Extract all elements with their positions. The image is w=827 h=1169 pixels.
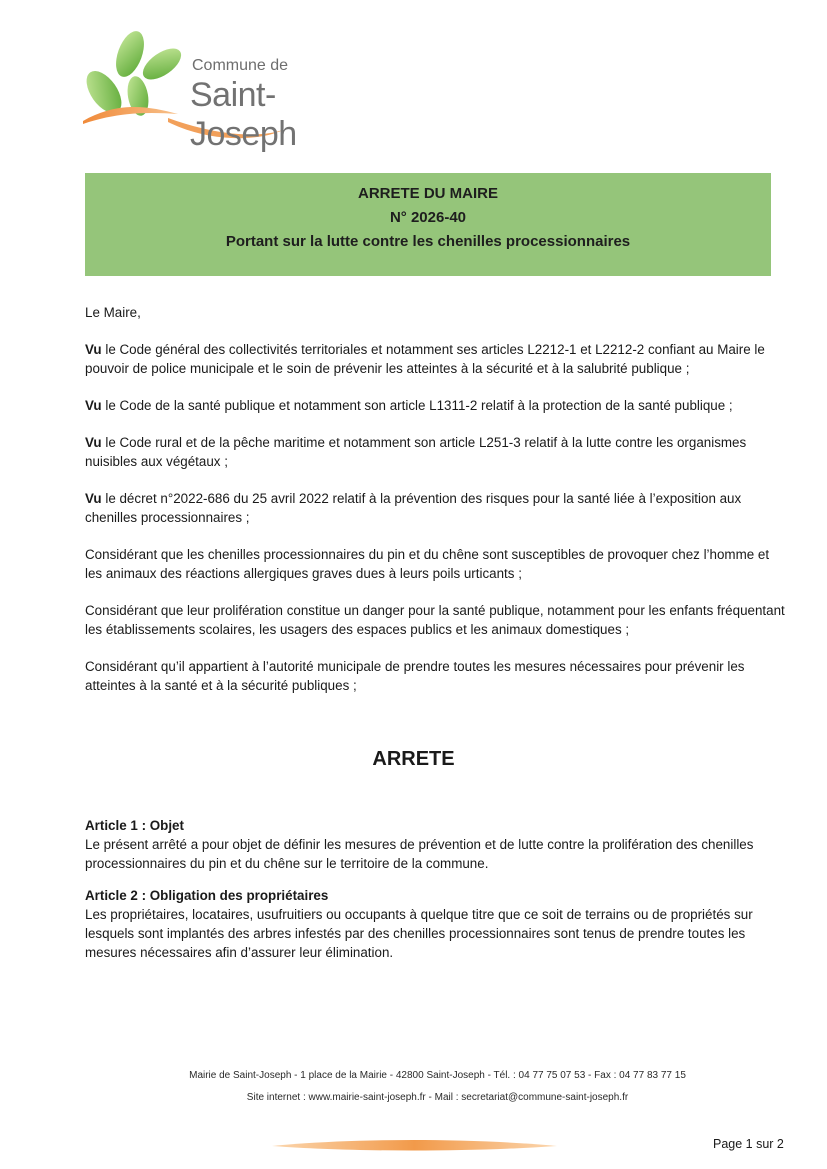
article-block [85, 816, 785, 873]
considerant-paragraph: Considérant qu’il appartient à l’autorité municipale de prendre toutes les mesures nécessaires pour prévenir les atteintes à la santé et à la sécurité publiques ; [85, 659, 745, 693]
decree-header [85, 173, 771, 276]
arrete-heading: ARRETE [372, 748, 455, 770]
article-block [85, 886, 785, 962]
vu-paragraph [85, 433, 785, 471]
considerant-paragraph: Considérant que leur prolifération constitue un danger pour la santé publique, notamment pour les enfants fréquentant les établissements scolaires, les usagers des espaces publics et les animaux domestiques ; [85, 603, 785, 637]
footer-address: Mairie de Saint-Joseph - 1 place de la Mairie - 42800 Saint-Joseph - Tél. : 04 77 75 07 53 - Fax : 04 77 83 77 15 [189, 1070, 686, 1081]
vu-text: le décret n°2022-686 du 25 avril 2022 relatif à la prévention des risques pour la santé liée à l’exposition aux chenilles processionnaires ; [85, 491, 742, 525]
decree-preamble [85, 303, 785, 713]
articles-section [85, 816, 785, 975]
footer-swoosh-icon [272, 1134, 557, 1156]
vu-keyword: Vu [85, 342, 102, 357]
vu-text: le Code général des collectivités territoriales et notamment ses articles L2212-1 et L2212-2 confiant au Maire le pouvoir de police municipale et le soin de prévenir les atteintes à la sécurité et à la salubrité publique ; [85, 342, 765, 376]
article-title: Article 2 : Obligation des propriétaires [85, 888, 329, 903]
vu-keyword: Vu [85, 491, 102, 506]
considerant-paragraph: Considérant que les chenilles processionnaires du pin et du chêne sont susceptibles de provoquer chez l’homme et les animaux des réactions allergiques graves dues à leurs poils urticants ; [85, 547, 770, 581]
vu-keyword: Vu [85, 435, 102, 450]
vu-paragraph [85, 340, 785, 378]
page-number: Page 1 sur 2 [713, 1137, 784, 1151]
decree-type: ARRETE DU MAIRE [357, 185, 498, 202]
vu-text: le Code de la santé publique et notamment son article L1311-2 relatif à la protection de la santé publique ; [101, 398, 733, 413]
vu-paragraph [85, 489, 785, 527]
vu-paragraph [85, 396, 785, 415]
article-text: Le présent arrêté a pour objet de définir les mesures de prévention et de lutte contre la prolifération des chenilles processionnaires du pin et du chêne sur le territoire de la commune. [85, 837, 754, 871]
article-text: Les propriétaires, locataires, usufruitiers ou occupants à quelque titre que ce soit de terrains ou de propriétés sur lesquels sont implantés des arbres infestés par des chenilles processionnaires sont tenus de prendre toutes les mesures nécessaires afin d’assurer leur élimination. [85, 907, 753, 960]
footer-contact: Site internet : www.mairie-saint-joseph.fr - Mail : secretariat@commune-saint-joseph.fr [246, 1092, 629, 1103]
logo-subtitle: Commune de [192, 57, 289, 74]
decree-number: N° 2026-40 [389, 209, 467, 226]
logo-title: Saint-Joseph [190, 76, 297, 153]
commune-logo [78, 26, 378, 153]
decree-subject: Portant sur la lutte contre les chenilles processionnaires [225, 233, 631, 250]
article-title: Article 1 : Objet [85, 818, 184, 833]
vu-keyword: Vu [85, 398, 102, 413]
vu-text: le Code rural et de la pêche maritime et notamment son article L251-3 relatif à la lutte contre les organismes nuisibles aux végétaux ; [85, 435, 747, 469]
intro-line: Le Maire, [85, 305, 141, 320]
